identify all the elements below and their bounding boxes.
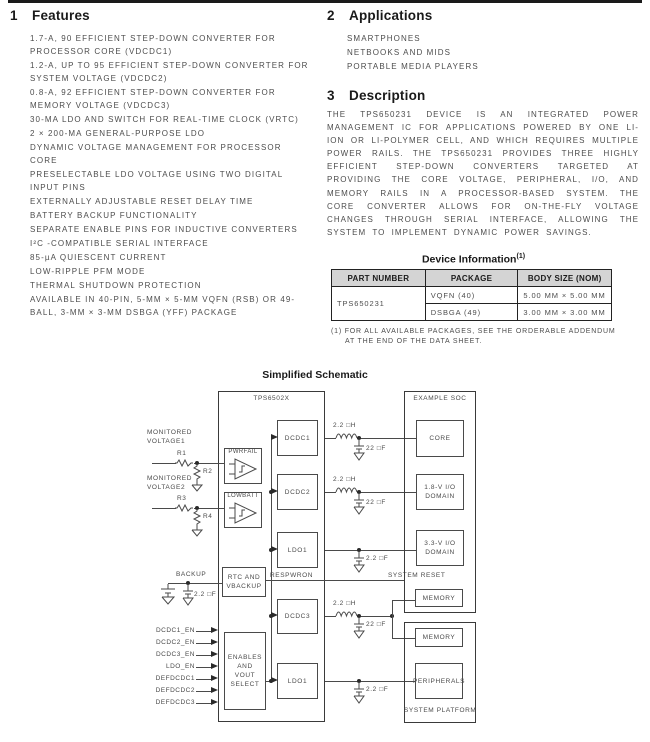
input-label-defdcdc3: DEFDCDC3 bbox=[155, 699, 195, 706]
table-row bbox=[332, 287, 612, 304]
description-heading bbox=[327, 88, 643, 103]
block-core bbox=[416, 420, 464, 457]
wire bbox=[196, 655, 211, 656]
applications-list bbox=[347, 32, 643, 74]
respwron-label: RESPWRON bbox=[270, 572, 314, 579]
enables-label-line2: AND bbox=[237, 663, 253, 670]
col-header-body-size: BODY SIZE (NOM) bbox=[518, 270, 612, 287]
rtc-label-line1: RTC AND bbox=[227, 574, 261, 581]
arrow-icon bbox=[211, 627, 218, 633]
block-peripherals bbox=[412, 663, 466, 699]
application-item: NETBOOKS AND MIDS bbox=[347, 48, 452, 57]
chip-label: TPS6502X bbox=[253, 395, 290, 402]
capacitor-value: 22 □F bbox=[366, 499, 386, 506]
cell-package: VQFN (40) bbox=[425, 287, 518, 304]
capacitor-value: 2.2 □F bbox=[366, 686, 389, 693]
comparator-icon bbox=[228, 457, 260, 481]
block-ldo1-label: LDO1 bbox=[287, 677, 308, 685]
ground-icon bbox=[191, 482, 203, 492]
table-footnote: (1) FOR ALL AVAILABLE PACKAGES, SEE THE ORDERABLE ADDENDUM AT THE END OF THE DATA SHEET. bbox=[331, 328, 616, 345]
block-io-1v8 bbox=[416, 474, 464, 510]
block-memory-platform bbox=[415, 628, 463, 647]
wire bbox=[392, 600, 393, 639]
junction-dot bbox=[269, 490, 273, 494]
block-dcdc1-label: DCDC1 bbox=[284, 434, 311, 442]
applications-heading-number: 2 bbox=[327, 8, 335, 23]
resistor-icon bbox=[193, 509, 201, 527]
block-ldo1-lower bbox=[277, 663, 318, 699]
wire bbox=[271, 438, 272, 682]
system-reset-label: SYSTEM RESET bbox=[388, 572, 446, 579]
inductor-icon bbox=[336, 610, 357, 617]
col-header-part-number: PART NUMBER bbox=[332, 270, 426, 287]
memory-label: MEMORY bbox=[422, 594, 456, 602]
enables-label-line1: ENABLES bbox=[227, 654, 263, 661]
wire bbox=[168, 583, 222, 584]
capacitor-icon bbox=[182, 584, 194, 610]
resistor-icon bbox=[193, 464, 201, 482]
input-label-dcdc3-en: DCDC3_EN bbox=[155, 651, 195, 658]
capacitor-value: 22 □F bbox=[366, 445, 386, 452]
input-label-dcdc1-en: DCDC1_EN bbox=[155, 627, 195, 634]
r2-label: R2 bbox=[203, 468, 213, 475]
feature-item: 0.8-A, 92 EFFICIENT STEP-DOWN CONVERTER FOR MEMORY VOLTAGE (VDCDC3) bbox=[30, 88, 276, 110]
core-label: CORE bbox=[429, 435, 451, 442]
block-ldo1-upper bbox=[277, 532, 318, 568]
features-heading bbox=[10, 8, 322, 23]
block-dcdc3-label: DCDC3 bbox=[284, 613, 311, 620]
wire bbox=[196, 703, 211, 704]
application-item: PORTABLE MEDIA PLAYERS bbox=[347, 62, 479, 71]
wire bbox=[196, 667, 211, 668]
arrow-icon bbox=[211, 687, 218, 693]
io33-label-line2: DOMAIN bbox=[425, 549, 455, 556]
block-ldo1-label: LDO1 bbox=[287, 546, 308, 554]
resistor-icon bbox=[175, 459, 193, 467]
wire bbox=[196, 691, 211, 692]
block-dcdc3 bbox=[277, 599, 318, 634]
feature-item: 1.7-A, 90 EFFICIENT STEP-DOWN CONVERTER FOR PROCESSOR CORE (VDCDC1) bbox=[30, 34, 276, 56]
monitored-voltage1-label bbox=[147, 428, 192, 446]
comparator-icon bbox=[228, 501, 260, 525]
lowbatt-label: LOWBATT bbox=[227, 493, 259, 499]
wire bbox=[152, 463, 176, 464]
capacitor-icon bbox=[353, 493, 365, 519]
capacitor-icon bbox=[353, 439, 365, 465]
features-list bbox=[30, 32, 312, 319]
block-lowbatt bbox=[224, 492, 262, 528]
arrow-icon bbox=[211, 639, 218, 645]
right-column bbox=[327, 8, 643, 346]
feature-item: LOW-RIPPLE PFM MODE bbox=[30, 267, 146, 276]
block-dcdc2-label: DCDC2 bbox=[284, 488, 311, 496]
capacitor-icon bbox=[353, 682, 365, 708]
feature-item: THERMAL SHUTDOWN PROTECTION bbox=[30, 281, 202, 290]
io33-label-line1: 3.3-V I/O bbox=[424, 540, 456, 547]
wire bbox=[152, 508, 176, 509]
junction-dot bbox=[269, 614, 273, 618]
r4-label: R4 bbox=[203, 513, 213, 520]
monitored-voltage1-line1: MONITORED bbox=[147, 429, 193, 436]
schematic-title: Simplified Schematic bbox=[262, 369, 368, 381]
features-section bbox=[10, 8, 322, 320]
rtc-label-line2: VBACKUP bbox=[226, 583, 262, 590]
device-info-header-row bbox=[332, 270, 612, 287]
feature-item: SEPARATE ENABLE PINS FOR INDUCTIVE CONVERTERS bbox=[30, 225, 298, 234]
applications-heading bbox=[327, 8, 643, 23]
block-dcdc1 bbox=[277, 420, 318, 456]
input-label-dcdc2-en: DCDC2_EN bbox=[155, 639, 195, 646]
wire bbox=[325, 616, 336, 617]
device-info-title-footref: (1) bbox=[516, 252, 526, 260]
input-label-ldo-en: LDO_EN bbox=[165, 663, 195, 670]
description-heading-text: Description bbox=[349, 88, 426, 103]
monitored-voltage2-line1: MONITORED bbox=[147, 475, 193, 482]
feature-item: 2 × 200-MA GENERAL-PURPOSE LDO bbox=[30, 129, 206, 138]
block-pwrfail bbox=[224, 448, 262, 484]
feature-item: AVAILABLE IN 40-PIN, 5-MM × 5-MM VQFN (RSB) OR 49-BALL, 3-MM × 3-MM DSBGA (YFF) PACKAGE bbox=[30, 295, 296, 317]
io18-label-line1: 1.8-V I/O bbox=[424, 484, 456, 491]
arrow-icon bbox=[211, 651, 218, 657]
device-info-table bbox=[331, 269, 612, 321]
feature-item: 1.2-A, UP TO 95 EFFICIENT STEP-DOWN CONVERTER FOR SYSTEM VOLTAGE (VDCDC2) bbox=[30, 61, 309, 83]
r3-label: R3 bbox=[177, 495, 187, 502]
cell-part-number: TPS650231 bbox=[332, 287, 426, 321]
application-item: SMARTPHONES bbox=[347, 34, 421, 43]
block-memory-soc bbox=[415, 589, 463, 607]
col-header-package: PACKAGE bbox=[425, 270, 518, 287]
applications-heading-text: Applications bbox=[349, 8, 433, 23]
description-heading-number: 3 bbox=[327, 88, 335, 103]
ground-icon bbox=[191, 527, 203, 537]
cell-body-size: 3.00 MM × 3.00 MM bbox=[518, 304, 612, 321]
arrow-icon bbox=[211, 675, 218, 681]
pwrfail-label: PWRFAIL bbox=[228, 449, 258, 455]
input-label-defdcdc2: DEFDCDC2 bbox=[155, 687, 195, 694]
wire bbox=[325, 492, 336, 493]
backup-label: BACKUP bbox=[176, 571, 207, 578]
monitored-voltage2-label bbox=[147, 474, 192, 492]
capacitor-value: 22 □F bbox=[366, 621, 386, 628]
inductor-icon bbox=[336, 432, 357, 439]
peripherals-label: PERIPHERALS bbox=[412, 677, 466, 685]
battery-icon bbox=[160, 584, 176, 608]
r1-label: R1 bbox=[177, 450, 187, 457]
monitored-voltage2-line2: VOLTAGE2 bbox=[147, 484, 186, 491]
block-io-3v3 bbox=[416, 530, 464, 566]
cell-package: DSBGA (49) bbox=[425, 304, 518, 321]
arrow-icon bbox=[211, 699, 218, 705]
io18-label-line2: DOMAIN bbox=[425, 493, 455, 500]
block-rtc-vbackup bbox=[222, 567, 266, 597]
backup-cap-value: 2.2 □F bbox=[194, 591, 217, 598]
feature-item: DYNAMIC VOLTAGE MANAGEMENT FOR PROCESSOR CORE bbox=[30, 143, 282, 165]
wire bbox=[196, 679, 211, 680]
wire bbox=[325, 438, 336, 439]
block-dcdc2 bbox=[277, 474, 318, 510]
monitored-voltage1-line2: VOLTAGE1 bbox=[147, 438, 186, 445]
wire bbox=[196, 643, 211, 644]
enables-label-line3: VOUT bbox=[234, 672, 256, 679]
features-heading-number: 1 bbox=[10, 8, 18, 23]
header-rule bbox=[8, 0, 642, 3]
device-info-title-text: Device Information bbox=[421, 253, 517, 266]
inductor-value: 2.2 □H bbox=[333, 600, 357, 607]
memory-label: MEMORY bbox=[422, 634, 456, 641]
cell-body-size: 5.00 MM × 5.00 MM bbox=[518, 287, 612, 304]
enables-label-line4: SELECT bbox=[230, 681, 260, 688]
features-heading-text: Features bbox=[32, 8, 90, 23]
feature-item: 85-µA QUIESCENT CURRENT bbox=[30, 253, 167, 262]
feature-item: 30-MA LDO AND SWITCH FOR REAL-TIME CLOCK (VRTC) bbox=[30, 115, 299, 124]
feature-item: EXTERNALLY ADJUSTABLE RESET DELAY TIME bbox=[30, 197, 254, 206]
inductor-icon bbox=[336, 486, 357, 493]
wire bbox=[266, 580, 404, 581]
capacitor-icon bbox=[353, 551, 365, 577]
junction-dot bbox=[269, 548, 273, 552]
feature-item: PRESELECTABLE LDO VOLTAGE USING TWO DIGITAL INPUT PINS bbox=[30, 170, 283, 192]
capacitor-icon bbox=[353, 617, 365, 643]
system-platform-label: SYSTEM PLATFORM bbox=[404, 707, 477, 714]
input-label-defdcdc1: DEFDCDC1 bbox=[155, 675, 195, 682]
capacitor-value: 2.2 □F bbox=[366, 555, 389, 562]
resistor-icon bbox=[175, 504, 193, 512]
arrow-icon bbox=[271, 434, 278, 440]
junction-dot bbox=[269, 679, 273, 683]
inductor-value: 2.2 □H bbox=[333, 476, 357, 483]
device-info-title bbox=[331, 253, 616, 266]
wire bbox=[196, 631, 211, 632]
example-soc-label: EXAMPLE SOC bbox=[413, 395, 467, 402]
description-text: THE TPS650231 DEVICE IS AN INTEGRATED POWER MANAGEMENT IC FOR APPLICATIONS POWERED BY ONE LI-ION OR LI-POLYMER CELL, AND WHICH REQUIRES MULTIPLE POWER RAILS. THE TPS650231 PROVIDES THREE HIGHLY EFFICIENT STEP-DOWN CONVERTERS TARGETED AT PROVIDING THE CORE VOLTAGE, PERIPHERAL, I/O, AND MEMORY RAILS IN A PROCESSOR-BASED SYSTEM. THE CORE CONVERTER ALLOWS FOR ON-THE-FLY VOLTAGE CHANGES THROUGH SERIAL INTERFACE, ALLOWING THE SYSTEM TO IMPLEMENT DYNAMIC POWER SAVINGS. bbox=[327, 110, 639, 237]
feature-item: I²C -COMPATIBLE SERIAL INTERFACE bbox=[30, 239, 209, 248]
feature-item: BATTERY BACKUP FUNCTIONALITY bbox=[30, 211, 198, 220]
block-enables-vout-select bbox=[224, 632, 266, 710]
arrow-icon bbox=[211, 663, 218, 669]
inductor-value: 2.2 □H bbox=[333, 422, 357, 429]
